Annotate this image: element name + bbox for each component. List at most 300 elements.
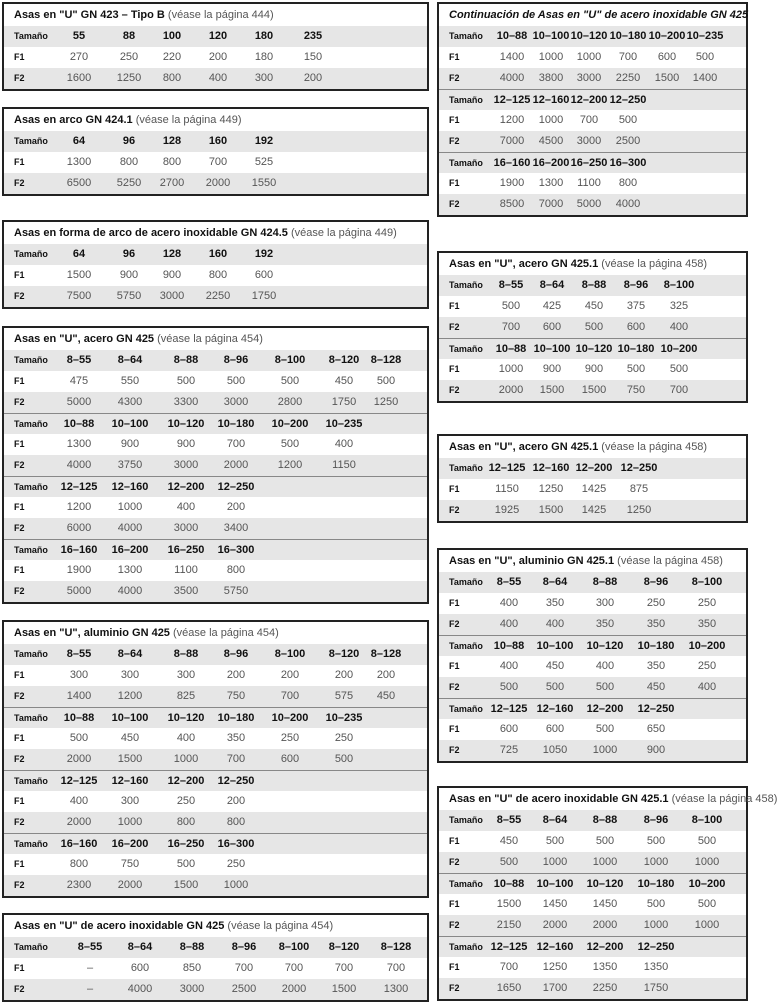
force-cell: 500 <box>176 375 196 387</box>
force-cell: 800 <box>69 858 89 870</box>
row-label-f1: F1 <box>14 502 25 512</box>
force-cell: 800 <box>119 156 139 168</box>
table-row-f1 <box>4 728 427 749</box>
force-cell: 2000 <box>223 459 249 471</box>
table-row-f1 <box>439 719 746 740</box>
force-cell: 700 <box>669 384 689 396</box>
force-cell: 1600 <box>66 72 92 84</box>
force-cell: 475 <box>69 375 89 387</box>
force-cell: 5000 <box>66 585 92 597</box>
row-label-f1: F1 <box>14 376 25 386</box>
row-label-size: Tamaño <box>14 249 48 259</box>
force-cell: 400 <box>697 681 717 693</box>
table-row-f1 <box>4 434 427 455</box>
size-cell: 12–160 <box>536 941 574 953</box>
size-cell: 160 <box>208 248 228 260</box>
force-cell: 600 <box>657 51 677 63</box>
size-cell: 128 <box>162 248 182 260</box>
force-cell: 700 <box>208 156 228 168</box>
size-cell: 12–125 <box>493 94 531 106</box>
force-cell: 250 <box>119 51 139 63</box>
force-cell: 400 <box>595 660 615 672</box>
force-cell: 7000 <box>499 135 525 147</box>
size-cell: 10–180 <box>617 343 655 355</box>
table-title <box>439 436 746 458</box>
force-cell: 270 <box>69 51 89 63</box>
page-reference: (véase la página 449) <box>290 227 397 239</box>
force-cell: 1000 <box>117 501 143 513</box>
page-reference: (véase la página 454) <box>157 333 263 345</box>
table-row-sizes <box>4 770 427 791</box>
table-title-text: Asas en "U" de acero inoxidable GN 425.1 <box>449 793 669 805</box>
size-cell: 8–120 <box>328 648 360 660</box>
row-label-size: Tamaño <box>449 95 483 105</box>
table-row-f2 <box>439 68 746 89</box>
row-label-size: Tamaño <box>449 942 483 952</box>
force-cell: 500 <box>626 363 646 375</box>
force-cell: 200 <box>334 669 354 681</box>
table-row-f2 <box>439 317 746 338</box>
force-cell: 800 <box>618 177 638 189</box>
size-cell: 12–125 <box>60 775 98 787</box>
force-cell: – <box>86 983 94 995</box>
force-cell: 250 <box>176 795 196 807</box>
size-cell: 10–235 <box>325 712 363 724</box>
force-cell: 800 <box>162 72 182 84</box>
table-row-f1 <box>439 831 746 852</box>
row-label-f1: F1 <box>449 301 460 311</box>
force-cell: 1500 <box>66 269 92 281</box>
force-cell: 1000 <box>694 919 720 931</box>
force-cell: 1500 <box>539 384 565 396</box>
row-label-f2: F2 <box>14 178 25 188</box>
force-cell: 1400 <box>66 690 92 702</box>
force-cell: 4300 <box>117 396 143 408</box>
table-title-text: Asas en arco GN 424.1 <box>14 114 133 126</box>
table-row-f1 <box>4 152 427 173</box>
table-row-sizes <box>4 937 427 958</box>
table-row-sizes <box>4 539 427 560</box>
force-cell: 575 <box>334 690 354 702</box>
force-cell: 200 <box>376 669 396 681</box>
size-cell: 10–200 <box>271 712 309 724</box>
force-cell: 1250 <box>626 504 652 516</box>
force-cell: 800 <box>226 816 246 828</box>
row-label-f2: F2 <box>449 385 460 395</box>
force-cell: 1750 <box>643 982 669 994</box>
force-cell: 1900 <box>66 564 92 576</box>
table-row-f2 <box>4 173 427 194</box>
row-label-f1: F1 <box>449 724 460 734</box>
spec-table-t10 <box>437 548 748 763</box>
size-cell: 8–96 <box>623 279 649 291</box>
row-label-f2: F2 <box>449 505 460 515</box>
table-row-sizes <box>439 936 746 957</box>
page-reference: (véase la página 454) <box>227 920 334 932</box>
table-row-sizes <box>4 476 427 497</box>
size-cell: 8–55 <box>77 941 103 953</box>
size-cell: 8–96 <box>231 941 257 953</box>
size-cell: 8–88 <box>592 576 618 588</box>
table-row-sizes <box>4 350 427 371</box>
force-cell: 1550 <box>251 177 277 189</box>
force-cell: 700 <box>226 438 246 450</box>
row-label-f1: F1 <box>449 899 460 909</box>
table-row-f1 <box>439 957 746 978</box>
force-cell: 500 <box>695 51 715 63</box>
row-label-f2: F2 <box>14 691 25 701</box>
force-cell: 1200 <box>499 114 525 126</box>
table-row-f2 <box>4 749 427 770</box>
force-cell: 1500 <box>117 753 143 765</box>
force-cell: 1000 <box>173 753 199 765</box>
force-cell: 3800 <box>538 72 564 84</box>
force-cell: 1500 <box>496 898 522 910</box>
table-row-f2 <box>439 852 746 873</box>
force-cell: 600 <box>499 723 519 735</box>
row-label-f1: F1 <box>14 157 25 167</box>
force-cell: 500 <box>176 858 196 870</box>
row-label-f1: F1 <box>449 364 460 374</box>
size-cell: 10–88 <box>496 30 528 42</box>
size-cell: 8–88 <box>592 814 618 826</box>
force-cell: 1400 <box>692 72 718 84</box>
size-cell: 235 <box>303 30 323 42</box>
size-cell: 8–64 <box>117 354 143 366</box>
force-cell: 3500 <box>173 585 199 597</box>
row-label-f2: F2 <box>14 586 25 596</box>
table-title-text: Asas en "U", acero GN 425.1 <box>449 441 599 453</box>
force-cell: 900 <box>176 438 196 450</box>
force-cell: 700 <box>499 961 519 973</box>
size-cell: 8–96 <box>223 354 249 366</box>
size-cell: 16–160 <box>493 157 531 169</box>
size-cell: 10–120 <box>570 30 608 42</box>
row-label-size: Tamaño <box>449 280 483 290</box>
table-row-sizes <box>439 26 746 47</box>
size-cell: 8–55 <box>66 354 92 366</box>
table-title <box>439 788 777 810</box>
row-label-f2: F2 <box>449 745 460 755</box>
force-cell: 1925 <box>494 504 520 516</box>
force-cell: 325 <box>669 300 689 312</box>
row-label-f1: F1 <box>14 796 25 806</box>
force-cell: 3300 <box>173 396 199 408</box>
size-cell: 12–250 <box>620 462 658 474</box>
size-cell: 8–96 <box>643 814 669 826</box>
size-cell: 8–64 <box>117 648 143 660</box>
table-row-sizes <box>4 26 427 47</box>
size-cell: 8–120 <box>328 941 360 953</box>
force-cell: 250 <box>646 597 666 609</box>
size-cell: 8–55 <box>66 648 92 660</box>
size-cell: 10–180 <box>217 712 255 724</box>
table-row-f2 <box>4 875 427 896</box>
table-row-f1 <box>439 173 746 194</box>
table-row-f1 <box>4 371 427 392</box>
row-label-f2: F2 <box>449 857 460 867</box>
force-cell: 1000 <box>592 744 618 756</box>
force-cell: 1000 <box>223 879 249 891</box>
force-cell: 1250 <box>538 483 564 495</box>
row-label-f2: F2 <box>449 682 460 692</box>
force-cell: 500 <box>545 835 565 847</box>
table-row-sizes <box>439 89 746 110</box>
force-cell: 2000 <box>205 177 231 189</box>
force-cell: 875 <box>629 483 649 495</box>
force-cell: 400 <box>499 660 519 672</box>
row-label-f2: F2 <box>14 73 25 83</box>
force-cell: 800 <box>208 269 228 281</box>
force-cell: 5750 <box>116 290 142 302</box>
table-row-f2 <box>439 677 746 698</box>
force-cell: 4000 <box>117 585 143 597</box>
size-cell: 10–120 <box>586 640 624 652</box>
force-cell: 3000 <box>159 290 185 302</box>
page-reference: (véase la página 458) <box>601 258 708 270</box>
table-title-text: Continuación de Asas en "U" de acero inoxidable GN 425 <box>449 9 749 21</box>
size-cell: 16–160 <box>60 544 98 556</box>
size-cell: 8–96 <box>643 576 669 588</box>
force-cell: 300 <box>120 669 140 681</box>
force-cell: 500 <box>595 723 615 735</box>
force-cell: 450 <box>646 681 666 693</box>
size-cell: 12–160 <box>111 775 149 787</box>
table-row-sizes <box>439 275 746 296</box>
size-cell: 8–64 <box>542 576 568 588</box>
force-cell: 400 <box>69 795 89 807</box>
force-cell: 350 <box>646 618 666 630</box>
row-label-size: Tamaño <box>449 704 483 714</box>
table-row-f1 <box>4 854 427 875</box>
force-cell: 1750 <box>251 290 277 302</box>
size-cell: 12–125 <box>60 481 98 493</box>
force-cell: 500 <box>499 856 519 868</box>
size-cell: 12–125 <box>490 941 528 953</box>
row-label-f2: F2 <box>449 322 460 332</box>
size-cell: 8–55 <box>496 814 522 826</box>
size-cell: 8–100 <box>274 354 306 366</box>
table-row-f1 <box>4 265 427 286</box>
size-cell: 16–300 <box>609 157 647 169</box>
force-cell: 200 <box>226 501 246 513</box>
row-label-size: Tamaño <box>14 136 48 146</box>
table-title <box>4 109 427 131</box>
spec-table-t3 <box>2 220 429 309</box>
force-cell: 1750 <box>331 396 357 408</box>
table-row-sizes <box>4 244 427 265</box>
force-cell: 1100 <box>577 177 601 189</box>
table-row-f2 <box>439 614 746 635</box>
size-cell: 8–55 <box>498 279 524 291</box>
force-cell: 200 <box>208 51 228 63</box>
page-reference: (véase la página 444) <box>167 9 274 21</box>
force-cell: 500 <box>280 375 300 387</box>
table-title <box>4 4 427 26</box>
force-cell: 900 <box>646 744 666 756</box>
force-cell: 300 <box>254 72 274 84</box>
force-cell: 1500 <box>331 983 357 995</box>
force-cell: 1500 <box>173 879 199 891</box>
row-label-size: Tamaño <box>14 713 48 723</box>
force-cell: 2500 <box>615 135 641 147</box>
size-cell: 128 <box>162 135 182 147</box>
force-cell: 450 <box>545 660 565 672</box>
force-cell: 750 <box>626 384 646 396</box>
force-cell: 4500 <box>538 135 564 147</box>
size-cell: 8–100 <box>663 279 695 291</box>
row-label-size: Tamaño <box>14 419 48 429</box>
row-label-f1: F1 <box>449 962 460 972</box>
size-cell: 10–100 <box>536 640 574 652</box>
force-cell: 750 <box>120 858 140 870</box>
force-cell: 1000 <box>576 51 602 63</box>
force-cell: 4000 <box>117 522 143 534</box>
force-cell: 3400 <box>223 522 249 534</box>
force-cell: 400 <box>499 597 519 609</box>
force-cell: 200 <box>226 669 246 681</box>
row-label-size: Tamaño <box>449 879 483 889</box>
force-cell: 500 <box>69 732 89 744</box>
force-cell: 400 <box>176 732 196 744</box>
force-cell: 2300 <box>66 879 92 891</box>
size-cell: 10–120 <box>586 878 624 890</box>
force-cell: 150 <box>303 51 323 63</box>
force-cell: 450 <box>499 835 519 847</box>
table-title <box>439 550 746 572</box>
force-cell: 350 <box>595 618 615 630</box>
spec-table-t2 <box>2 107 429 196</box>
table-row-sizes <box>439 458 746 479</box>
table-row-f2 <box>4 68 427 89</box>
size-cell: 10–100 <box>111 418 149 430</box>
force-cell: 1300 <box>383 983 409 995</box>
size-cell: 12–200 <box>167 775 205 787</box>
force-cell: 900 <box>119 269 139 281</box>
force-cell: 5000 <box>576 198 602 210</box>
force-cell: 2500 <box>231 983 257 995</box>
table-title <box>439 253 746 275</box>
table-row-f1 <box>439 359 746 380</box>
force-cell: 1250 <box>542 961 568 973</box>
table-row-f1 <box>439 479 746 500</box>
force-cell: 750 <box>226 690 246 702</box>
size-cell: 10–235 <box>325 418 363 430</box>
force-cell: 500 <box>334 753 354 765</box>
force-cell: 400 <box>334 438 354 450</box>
force-cell: 500 <box>646 898 666 910</box>
table-row-sizes <box>439 635 746 656</box>
row-label-f2: F2 <box>14 523 25 533</box>
row-label-size: Tamaño <box>449 31 483 41</box>
size-cell: 8–100 <box>274 648 306 660</box>
table-row-sizes <box>439 572 746 593</box>
force-cell: 1250 <box>373 396 399 408</box>
size-cell: 10–200 <box>271 418 309 430</box>
table-title-text: Asas en "U", aluminio GN 425 <box>14 627 170 639</box>
row-label-f1: F1 <box>449 484 460 494</box>
force-cell: 250 <box>280 732 300 744</box>
size-cell: 55 <box>72 30 86 42</box>
table-row-f2 <box>4 812 427 833</box>
table-row-f2 <box>4 979 427 1000</box>
row-label-f2: F2 <box>14 754 25 764</box>
table-row-f2 <box>4 518 427 539</box>
force-cell: 300 <box>69 669 89 681</box>
table-title-text: Asas en "U", acero GN 425.1 <box>449 258 599 270</box>
force-cell: 180 <box>254 51 274 63</box>
force-cell: 3750 <box>117 459 143 471</box>
table-row-f1 <box>439 894 746 915</box>
table-row-f2 <box>439 194 746 215</box>
force-cell: 700 <box>501 321 521 333</box>
force-cell: 1000 <box>592 856 618 868</box>
size-cell: 8–88 <box>179 941 205 953</box>
force-cell: 1150 <box>332 459 356 471</box>
size-cell: 16–200 <box>532 157 570 169</box>
size-cell: 180 <box>254 30 274 42</box>
table-row-sizes <box>439 810 746 831</box>
force-cell: 3000 <box>576 135 602 147</box>
size-cell: 12–200 <box>575 462 613 474</box>
row-label-size: Tamaño <box>449 463 483 473</box>
force-cell: 450 <box>584 300 604 312</box>
table-row-f1 <box>4 560 427 581</box>
page-reference: (véase la página 458) <box>617 555 723 567</box>
force-cell: 250 <box>697 660 717 672</box>
size-cell: 12–200 <box>586 703 624 715</box>
force-cell: 300 <box>120 795 140 807</box>
size-cell: 10–88 <box>63 418 95 430</box>
force-cell: 250 <box>226 858 246 870</box>
size-cell: 10–120 <box>167 712 205 724</box>
force-cell: 500 <box>646 835 666 847</box>
force-cell: 2000 <box>281 983 307 995</box>
page-reference: (véase la página 449) <box>135 114 242 126</box>
size-cell: 10–200 <box>648 30 686 42</box>
force-cell: 1300 <box>66 438 92 450</box>
table-row-sizes <box>4 644 427 665</box>
table-title-text: Asas en "U", acero GN 425 <box>14 333 155 345</box>
size-cell: 8–64 <box>539 279 565 291</box>
force-cell: 500 <box>545 681 565 693</box>
force-cell: 1000 <box>643 856 669 868</box>
row-label-f2: F2 <box>449 983 460 993</box>
size-cell: 10–180 <box>217 418 255 430</box>
row-label-f2: F2 <box>449 136 460 146</box>
force-cell: 3000 <box>173 459 199 471</box>
force-cell: 2800 <box>277 396 303 408</box>
table-title <box>4 622 427 644</box>
row-label-size: Tamaño <box>14 776 48 786</box>
force-cell: 1500 <box>581 384 607 396</box>
force-cell: 450 <box>120 732 140 744</box>
size-cell: 8–64 <box>542 814 568 826</box>
table-row-f1 <box>4 497 427 518</box>
force-cell: 1000 <box>538 51 564 63</box>
size-cell: 100 <box>162 30 182 42</box>
table-row-sizes <box>439 698 746 719</box>
force-cell: 1425 <box>581 504 607 516</box>
table-row-f2 <box>4 581 427 602</box>
force-cell: 700 <box>618 51 638 63</box>
size-cell: 12–250 <box>217 481 255 493</box>
row-label-size: Tamaño <box>14 355 48 365</box>
row-label-size: Tamaño <box>14 649 48 659</box>
table-title <box>439 4 749 26</box>
size-cell: 16–300 <box>217 838 255 850</box>
row-label-size: Tamaño <box>449 577 483 587</box>
